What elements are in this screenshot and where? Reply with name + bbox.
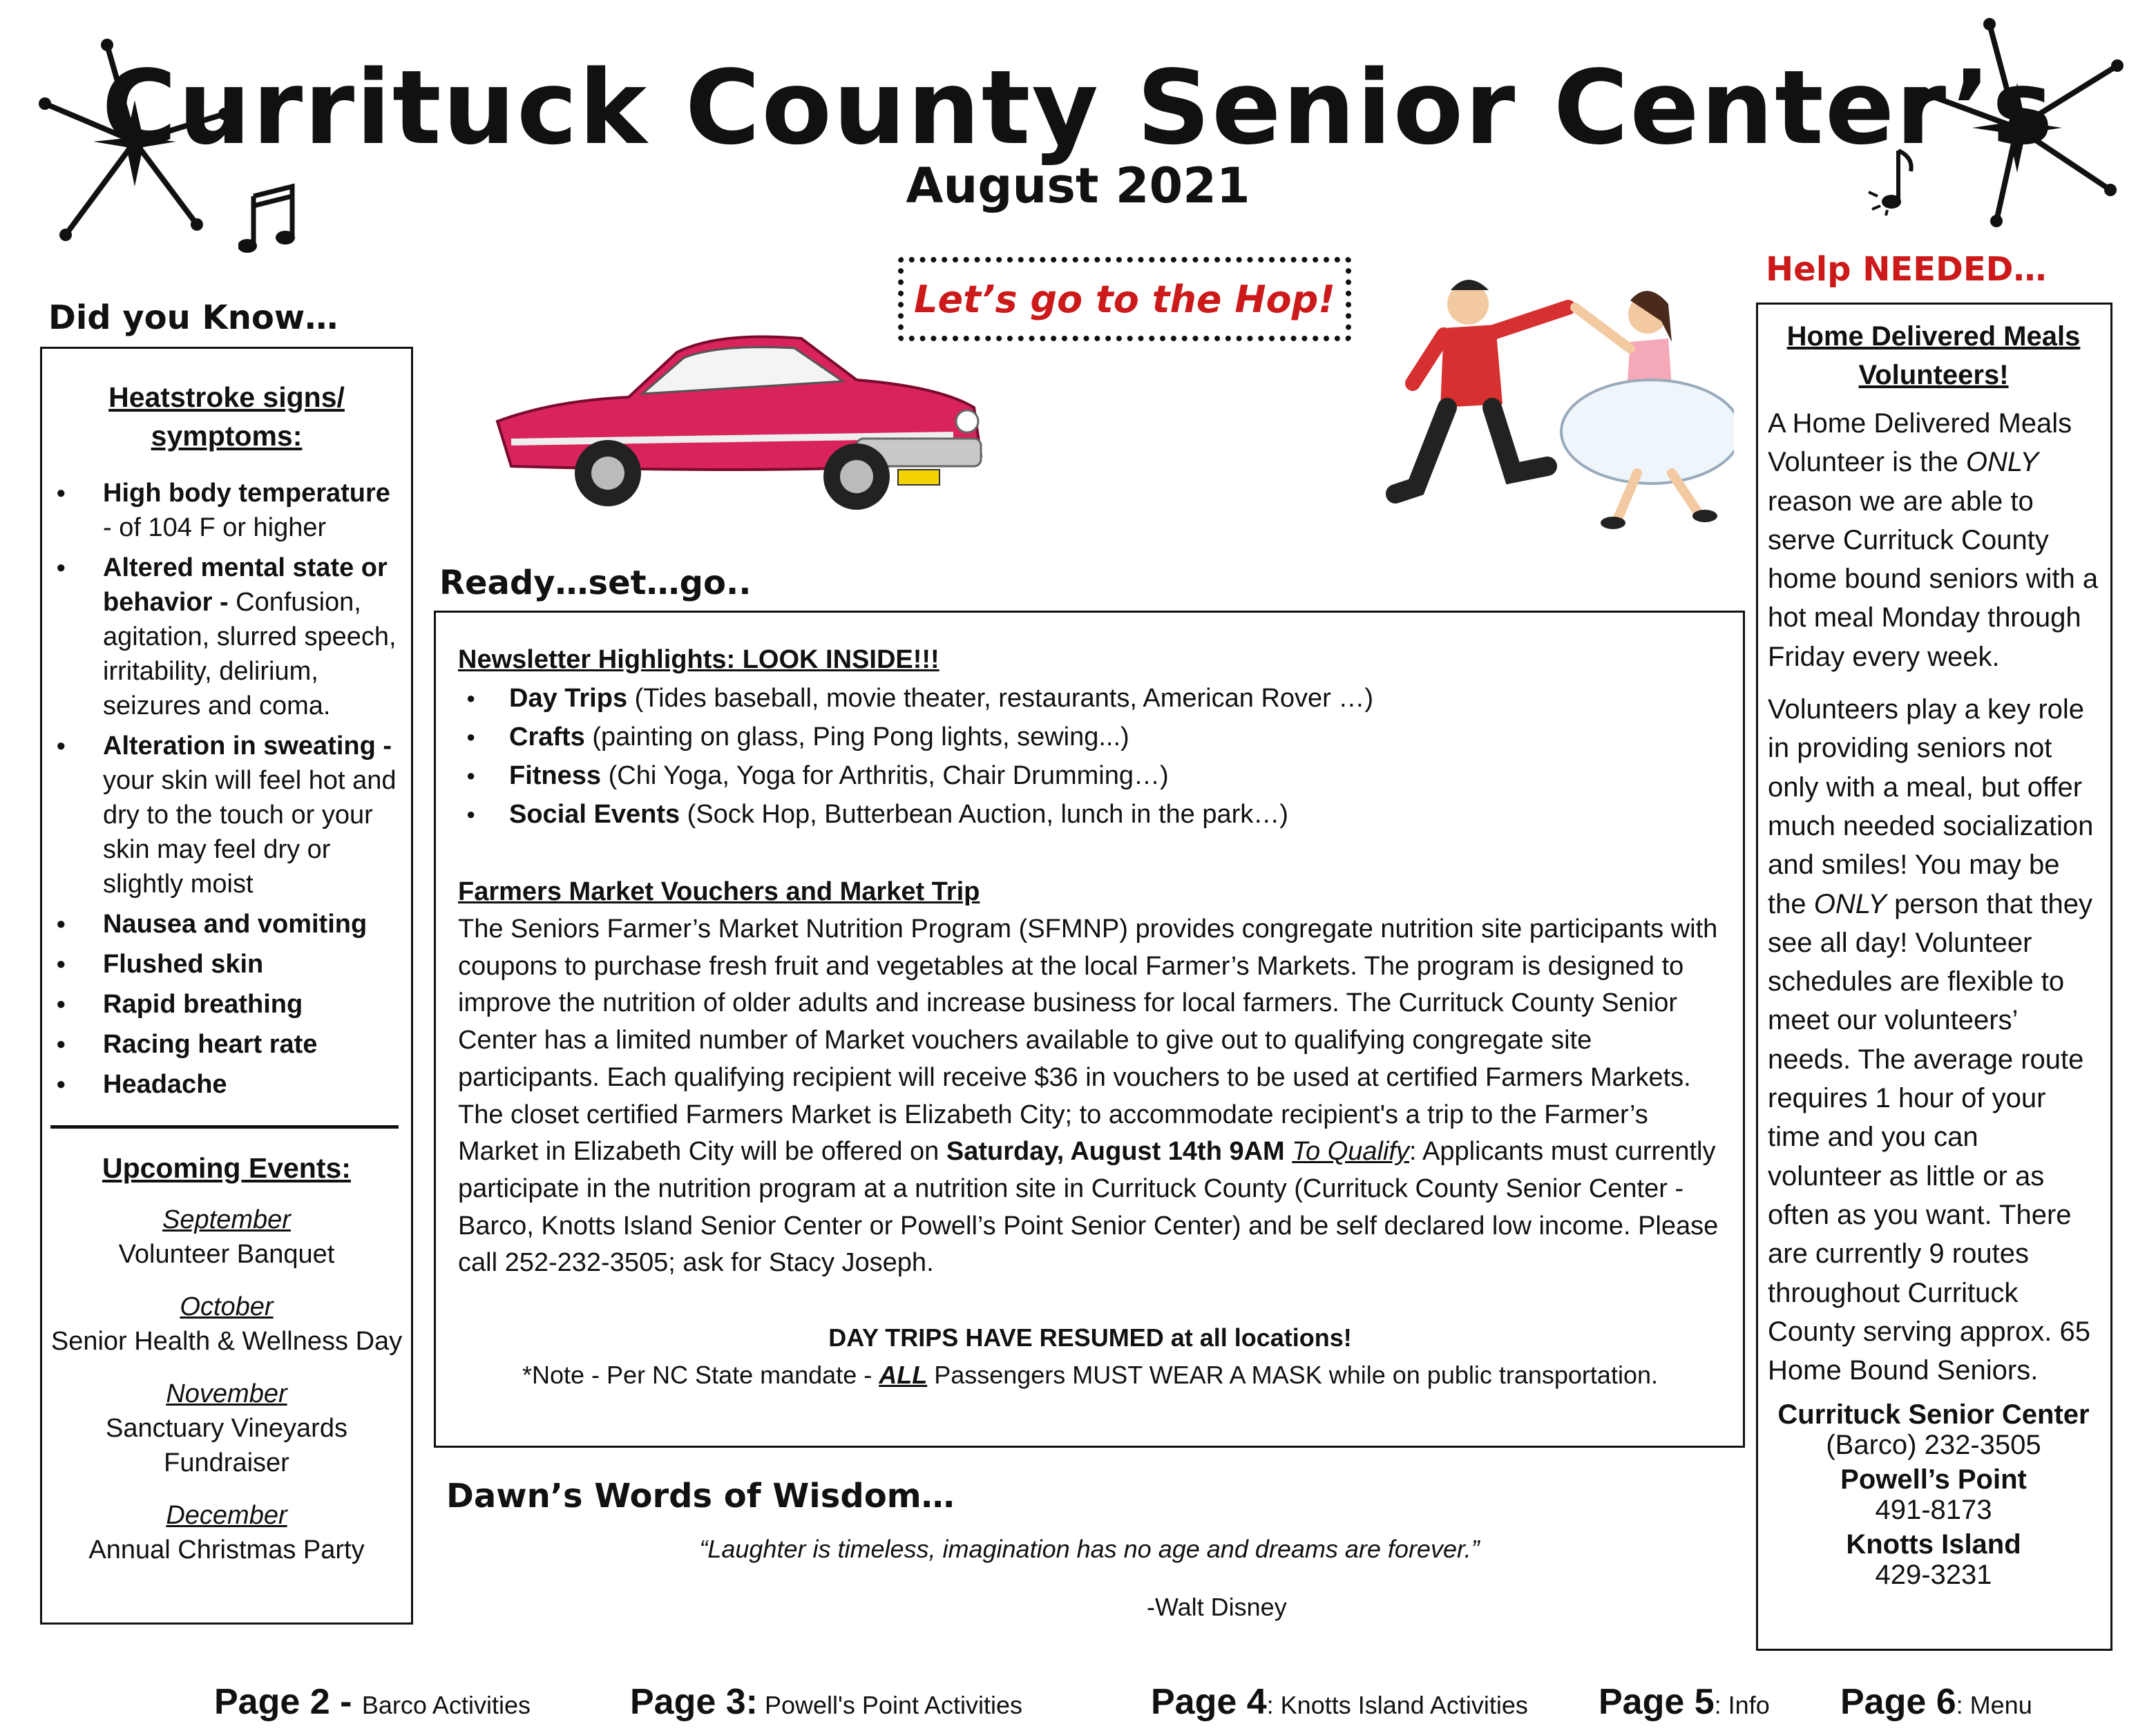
footer-page-2: Page 2 - Barco Activities [214, 1682, 531, 1722]
list-item: ● Crafts (painting on glass, Ping Pong lights, sewing...) [458, 718, 1722, 756]
list-item: ● Nausea and vomiting [42, 907, 411, 941]
list-item: ● Headache [42, 1067, 411, 1102]
event-item: October Senior Health & Wellness Day [50, 1292, 403, 1356]
symptom-list [42, 476, 411, 1102]
volunteer-paragraph-1: A Home Delivered Meals Volunteer is the ONLY reason we are able to serve Currituck County home bound seniors with a hot meal Monday through Friday every week. [1768, 408, 2099, 672]
divider [50, 1125, 399, 1129]
ready-set-go-label: Ready…set…go.. [439, 564, 752, 602]
mask-notice: *Note - Per NC State mandate - ALL Passengers MUST WEAR A MASK while on public transportation. [522, 1361, 1658, 1390]
list-item: ● Flushed skin [42, 947, 411, 982]
list-item: ● Fitness (Chi Yoga, Yoga for Arthritis, Chair Drumming…) [458, 756, 1722, 795]
contact-item: Currituck Senior Center (Barco) 232-3505 [1777, 1399, 2090, 1461]
event-item: December Annual Christmas Party [88, 1501, 365, 1564]
help-needed-box [1756, 303, 2112, 1651]
volunteer-paragraph-2: Volunteers play a key role in providing seniors not only with a meal, but offer much needed socialization and smiles! You may be the ONLY person that they see all day! Volunteer schedules are flexible to meet our volunteers’ needs. The average route requires 1 hour of your time and you can volunteer as little or as often as you want. There are currently 9 routes throughout Currituck County serving approx. 65 Home Bound Seniors. [1768, 694, 2094, 1386]
volunteers-heading: Home Delivered Meals Volunteers! [1786, 321, 2081, 390]
highlights-list [458, 679, 1722, 834]
wisdom-quote: “Laughter is timeless, imagination has no age and dreams are forever.” [699, 1535, 1480, 1563]
contact-item: Knotts Island 429-3231 [1846, 1529, 2021, 1591]
list-item: ● High body temperature - of 104 F or higher [42, 476, 411, 545]
list-item: ● Altered mental state or behavior - Confusion, agitation, slurred speech, irritability, delirium, seizures and coma. [42, 550, 411, 723]
contact-item: Powell’s Point 491-8173 [1840, 1464, 2027, 1526]
footer-page-3: Page 3: Powell's Point Activities [630, 1682, 1023, 1722]
list-item: ● Social Events (Sock Hop, Butterbean Auction, lunch in the park…) [458, 795, 1722, 834]
page-subtitle: August 2021 [906, 157, 1250, 214]
quote-author: -Walt Disney [1147, 1593, 1287, 1621]
footer-page-4: Page 4: Knotts Island Activities [1151, 1682, 1528, 1722]
hop-banner: Let’s go to the Hop! [898, 257, 1351, 341]
page-title: Currituck County Senior Center’s [102, 48, 2054, 167]
footer-page-5: Page 5: Info [1599, 1682, 1770, 1722]
list-item: ● Rapid breathing [42, 987, 411, 1022]
did-you-know-label: Did you Know… [48, 298, 338, 337]
event-item: November Sanctuary Vineyards Fundraiser [106, 1379, 347, 1477]
footer-page-6: Page 6: Menu [1840, 1682, 2032, 1722]
highlights-box [434, 611, 1745, 1448]
words-of-wisdom-label: Dawn’s Words of Wisdom… [446, 1477, 955, 1515]
highlights-heading: Newsletter Highlights: LOOK INSIDE!!! [458, 645, 939, 674]
classic-car-illustration [470, 304, 995, 525]
list-item: ● Day Trips (Tides baseball, movie theater, restaurants, American Rover …) [458, 679, 1722, 718]
help-needed-label: Help NEEDED… [1766, 250, 2047, 289]
event-item: September Volunteer Banquet [118, 1205, 335, 1269]
day-trips-notice: DAY TRIPS HAVE RESUMED at all locations! [828, 1323, 1352, 1352]
farmers-market-paragraph: The Seniors Farmer’s Market Nutrition Program (SFMNP) provides congregate nutrition site participants with coupons to purchase fresh fruit and vegetables at the local Farmer’s Markets. The program is designed to improve the nutrition of older adults and increase business for local farmers. The Currituck County Senior Center has a limited number of Market vouchers available to give out to qualifying congregate site participants. Each qualifying recipient will receive $36 in vouchers to be used at certified Farmers Markets. The closet certified Farmers Market is Elizabeth City; to accommodate recipient's a trip to the Farmer’s Market in Elizabeth City will be offered on Saturday, August 14th 9AM To Qualify: Applicants must currently participate in the nutrition program at a nutrition site in Currituck County (Currituck County Senior Center - Barco, Knotts Island Senior Center or Powell’s Point Senior Center) and be self declared low income. Please call 252-232-3505; ask for Stacy Joseph. [458, 915, 1719, 1278]
list-item: ● Racing heart rate [42, 1027, 411, 1062]
farmers-market-heading: Farmers Market Vouchers and Market Trip [458, 877, 980, 906]
did-you-know-box [40, 347, 413, 1625]
upcoming-events-heading: Upcoming Events: [102, 1152, 351, 1184]
heatstroke-heading: Heatstroke signs/ symptoms: [108, 381, 345, 452]
dancers-illustration [1375, 266, 1734, 542]
list-item: ● Alteration in sweating - your skin will feel hot and dry to the touch or your skin may feel dry or slightly moist [42, 729, 411, 901]
